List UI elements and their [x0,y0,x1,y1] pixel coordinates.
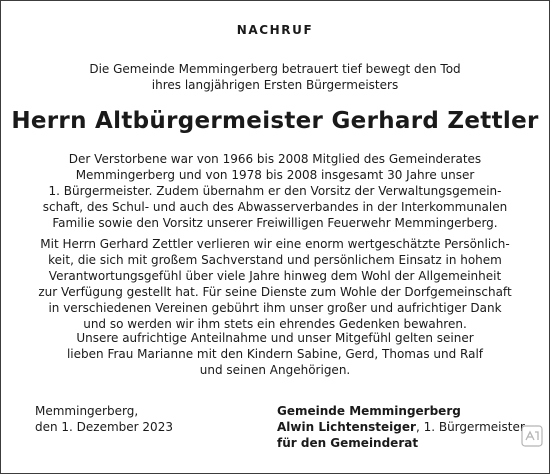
date: den 1. Dezember 2023 [35,420,173,434]
place: Memmingerberg, [35,404,139,418]
publisher-logo-icon [521,425,543,447]
notice-heading: NACHRUF [236,23,314,37]
paragraph-line: Mit Herrn Gerhard Zettler verlieren wir eine enorm wertgeschätzte Persönlich- [40,237,510,251]
signature-person-name: Alwin Lichtensteiger [277,420,416,434]
paragraph-line: keit, die sich mit großem Sachverstand und persönlichem Einsatz in hohem [48,253,502,267]
paragraph-line: Familie sowie den Vorsitz unserer Freiwilligen Feuerwehr Memmingerberg. [52,216,498,230]
paragraph-line: lieben Frau Marianne mit den Kindern Sabine, Gerd, Thomas und Ralf [66,347,484,361]
intro-text [1,61,549,93]
paragraph-line: Der Verstorbene war von 1966 bis 2008 Mitglied des Gemeinderates [68,152,482,166]
signature-council: für den Gemeinderat [277,436,419,450]
paragraph-line: und seinen Angehörigen. [199,363,351,377]
paragraph-career [27,151,523,231]
signature-person-title: , 1. Bürgermeister [415,420,525,434]
paragraph-line: Verantwortungsgefühl über viele Jahre hinweg dem Wohl der Allgemeinheit [48,269,502,283]
paragraph-condolences [27,330,523,378]
paragraph-line: schaft, des Schul- und auch des Abwasserverbandes in der Interkommunalen [42,200,508,214]
deceased-name: Herrn Altbürgermeister Gerhard Zettler [11,108,539,134]
paragraph-line: Memmingerberg und von 1978 bis 2008 insgesamt 30 Jahre unser [75,168,475,182]
paragraph-line: Unsere aufrichtige Anteilnahme und unser Mitgefühl gelten seiner [76,331,474,345]
paragraph-line: in verschiedenen Vereinen gebührt ihm unser großer und aufrichtiger Dank [48,301,502,315]
intro-line: ihres langjährigen Ersten Bürgermeisters [151,78,399,92]
place-date [35,403,173,435]
signature-block [277,403,525,451]
paragraph-line: und so werden wir ihm stets ein ehrendes Gedenken bewahren. [83,317,467,331]
paragraph-line: zur Verfügung gestellt hat. Für seine Dienste zum Wohle der Dorfgemeinschaft [38,285,512,299]
signature-org: Gemeinde Memmingerberg [277,404,461,418]
paragraph-line: 1. Bürgermeister. Zudem übernahm er den Vorsitz der Verwaltungsgemein- [48,184,502,198]
signature-person [277,419,525,435]
paragraph-tribute [27,236,523,332]
intro-line: Die Gemeinde Memmingerberg betrauert tief bewegt den Tod [89,62,461,76]
